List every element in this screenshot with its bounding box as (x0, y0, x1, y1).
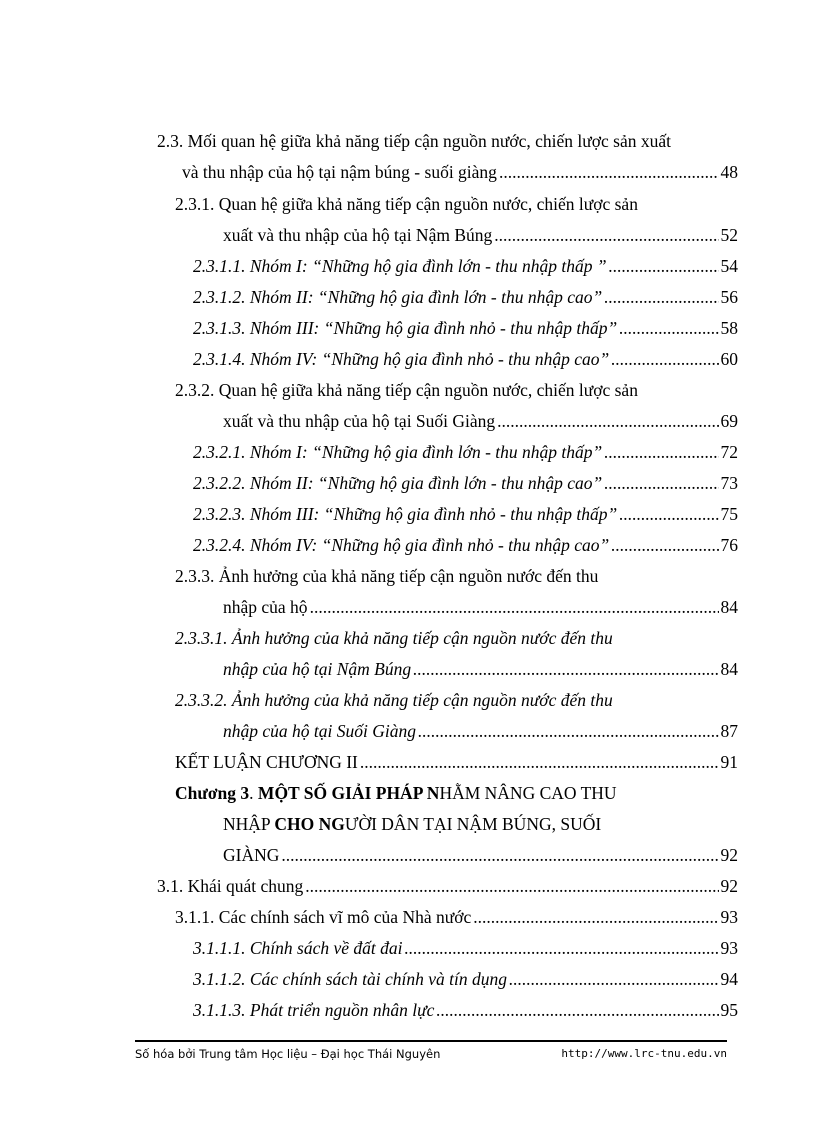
toc-leader-dots (413, 658, 718, 680)
toc-entry-2-3-2-1[interactable] (193, 441, 738, 463)
toc-entry-label: và thu nhập của hộ tại nậm búng - suối giàng (182, 162, 497, 182)
toc-leader-dots (360, 751, 719, 773)
toc-entry-label: xuất và thu nhập của hộ tại Suối Giàng (223, 411, 496, 431)
toc-entry-2-3-3[interactable] (223, 596, 738, 618)
toc-entry-3-1-1-2[interactable] (193, 968, 738, 990)
toc-leader-dots (436, 999, 718, 1021)
toc-entry-2-3-3-2[interactable] (223, 720, 738, 742)
toc-entry-label: 2.3.2.3. Nhóm III: “Những hộ gia đình nhỏ - thu nhập thấp” (193, 504, 618, 524)
toc-entry-label: 2.3.1.1. Nhóm I: “Những hộ gia đình lớn - thu nhập thấp ” (193, 256, 607, 276)
toc-entry-3-1-1-3[interactable] (193, 999, 738, 1021)
toc-entry-2-3-1-line1: 2.3.1. Quan hệ giữa khả năng tiếp cận nguồn nước, chiến lược sản (175, 194, 638, 214)
toc-entry-2-3-3-2-line1: 2.3.3.2. Ảnh hưởng của khả năng tiếp cận nguồn nước đến thu (175, 690, 613, 710)
toc-leader-dots (611, 534, 718, 556)
toc-entry-label: 2.3.2.2. Nhóm II: “Những hộ gia đình lớn - thu nhập cao” (193, 473, 603, 493)
toc-entry-2-3-2[interactable] (223, 410, 738, 432)
toc-entry-2-3-1-2[interactable] (193, 286, 738, 308)
toc-leader-dots (604, 472, 718, 494)
toc-chapter-3-line2: NHẬP CHO NGƯỜI DÂN TẠI NẬM BÚNG, SUỐI (223, 814, 602, 834)
toc-entry-label: 3.1.1.3. Phát triển nguồn nhân lực (193, 1000, 435, 1020)
footer-divider (135, 1040, 727, 1042)
toc-entry-2-3-3-1-line1: 2.3.3.1. Ảnh hưởng của khả năng tiếp cận nguồn nước đến thu (175, 628, 613, 648)
toc-entry-3-1-1-1[interactable] (193, 937, 738, 959)
toc-page-number: 94 (720, 969, 738, 989)
toc-entry-label: 3.1.1.2. Các chính sách tài chính và tín dụng (193, 969, 507, 989)
toc-page-number: 73 (720, 473, 738, 493)
toc-entry-label: 2.3.2.1. Nhóm I: “Những hộ gia đình lớn - thu nhập thấp” (193, 442, 603, 462)
toc-entry-label: nhập của hộ tại Nậm Búng (223, 659, 412, 679)
toc-entry-2-3-1-1[interactable] (193, 255, 738, 277)
toc-entry-ket-luan[interactable] (175, 751, 738, 773)
toc-leader-dots (604, 286, 718, 308)
toc-chapter-3-line1: Chương 3. MỘT SỐ GIẢI PHÁP NHẰM NÂNG CAO THU (175, 783, 617, 803)
toc-entry-2-3-1[interactable] (223, 224, 738, 246)
toc-entry-2-3-3-1[interactable] (223, 658, 738, 680)
toc-leader-dots (609, 255, 719, 277)
footer-credit: Số hóa bởi Trung tâm Học liệu – Đại học Thái Nguyên (135, 1047, 441, 1061)
toc-entry-2-3-2-2[interactable] (193, 472, 738, 494)
toc-page-number: 87 (720, 721, 738, 741)
toc-entry-label: 3.1.1. Các chính sách vĩ mô của Nhà nước (175, 907, 472, 927)
toc-leader-dots (405, 937, 719, 959)
toc-leader-dots (494, 224, 718, 246)
toc-page-number: 84 (720, 659, 738, 679)
toc-entry-label: 3.1. Khái quát chung (157, 876, 304, 896)
toc-entry-label: 3.1.1.1. Chính sách về đất đai (193, 938, 403, 958)
toc-leader-dots (473, 906, 718, 928)
toc-entry-label: 2.3.1.3. Nhóm III: “Những hộ gia đình nhỏ - thu nhập thấp” (193, 318, 618, 338)
toc-leader-dots (509, 968, 719, 990)
toc-page-number: 75 (720, 504, 738, 524)
toc-page-number: 93 (720, 938, 738, 958)
toc-leader-dots (604, 441, 718, 463)
toc-page-number: 93 (720, 907, 738, 927)
toc-entry-2-3-2-4[interactable] (193, 534, 738, 556)
toc-entry-3-1[interactable] (157, 875, 738, 897)
toc-page-number: 95 (720, 1000, 738, 1020)
toc-leader-dots (305, 875, 718, 897)
toc-entry-2-3-1-3[interactable] (193, 317, 738, 339)
toc-page-number: 52 (720, 225, 738, 245)
toc-entry-label: nhập của hộ (223, 597, 308, 617)
toc-leader-dots (418, 720, 719, 742)
toc-entry-chapter-3[interactable] (223, 844, 738, 866)
toc-page-number: 72 (720, 442, 738, 462)
toc-page-number: 91 (720, 752, 738, 772)
toc-page-number: 92 (720, 845, 738, 865)
toc-entry-3-1-1[interactable] (175, 906, 738, 928)
toc-entry-label: KẾT LUẬN CHƯƠNG II (175, 752, 358, 772)
toc-leader-dots (499, 161, 719, 183)
toc-entry-2-3-1-4[interactable] (193, 348, 738, 370)
toc-entry-2-3-3-line1: 2.3.3. Ảnh hưởng của khả năng tiếp cận nguồn nước đến thu (175, 566, 599, 586)
footer-url: http://www.lrc-tnu.edu.vn (561, 1047, 727, 1060)
toc-leader-dots (619, 503, 718, 525)
toc-leader-dots (497, 410, 718, 432)
toc-page-number: 92 (720, 876, 738, 896)
toc-entry-2-3-2-3[interactable] (193, 503, 738, 525)
toc-page-number: 56 (720, 287, 738, 307)
toc-page-number: 58 (720, 318, 738, 338)
toc-page-number: 76 (720, 535, 738, 555)
toc-entry-2-3-line1: 2.3. Mối quan hệ giữa khả năng tiếp cận nguồn nước, chiến lược sản xuất (157, 131, 671, 151)
toc-page-number: 60 (720, 349, 738, 369)
toc-page-number: 54 (720, 256, 738, 276)
toc-entry-label: 2.3.1.2. Nhóm II: “Những hộ gia đình lớn - thu nhập cao” (193, 287, 603, 307)
toc-entry-label: 2.3.2.4. Nhóm IV: “Những hộ gia đình nhỏ - thu nhập cao” (193, 535, 610, 555)
toc-leader-dots (619, 317, 718, 339)
toc-leader-dots (281, 844, 718, 866)
toc-page-number: 48 (720, 162, 738, 182)
toc-entry-label: 2.3.1.4. Nhóm IV: “Những hộ gia đình nhỏ - thu nhập cao” (193, 349, 610, 369)
toc-entry-label: xuất và thu nhập của hộ tại Nậm Búng (223, 225, 493, 245)
toc-entry-2-3-2-line1: 2.3.2. Quan hệ giữa khả năng tiếp cận nguồn nước, chiến lược sản (175, 380, 638, 400)
toc-page-number: 69 (720, 411, 738, 431)
toc-entry-label: nhập của hộ tại Suối Giàng (223, 721, 416, 741)
toc-entry-label: GIÀNG (223, 845, 280, 865)
toc-entry-2-3[interactable] (182, 161, 738, 183)
toc-leader-dots (310, 596, 719, 618)
toc-leader-dots (611, 348, 718, 370)
toc-page-number: 84 (720, 597, 738, 617)
